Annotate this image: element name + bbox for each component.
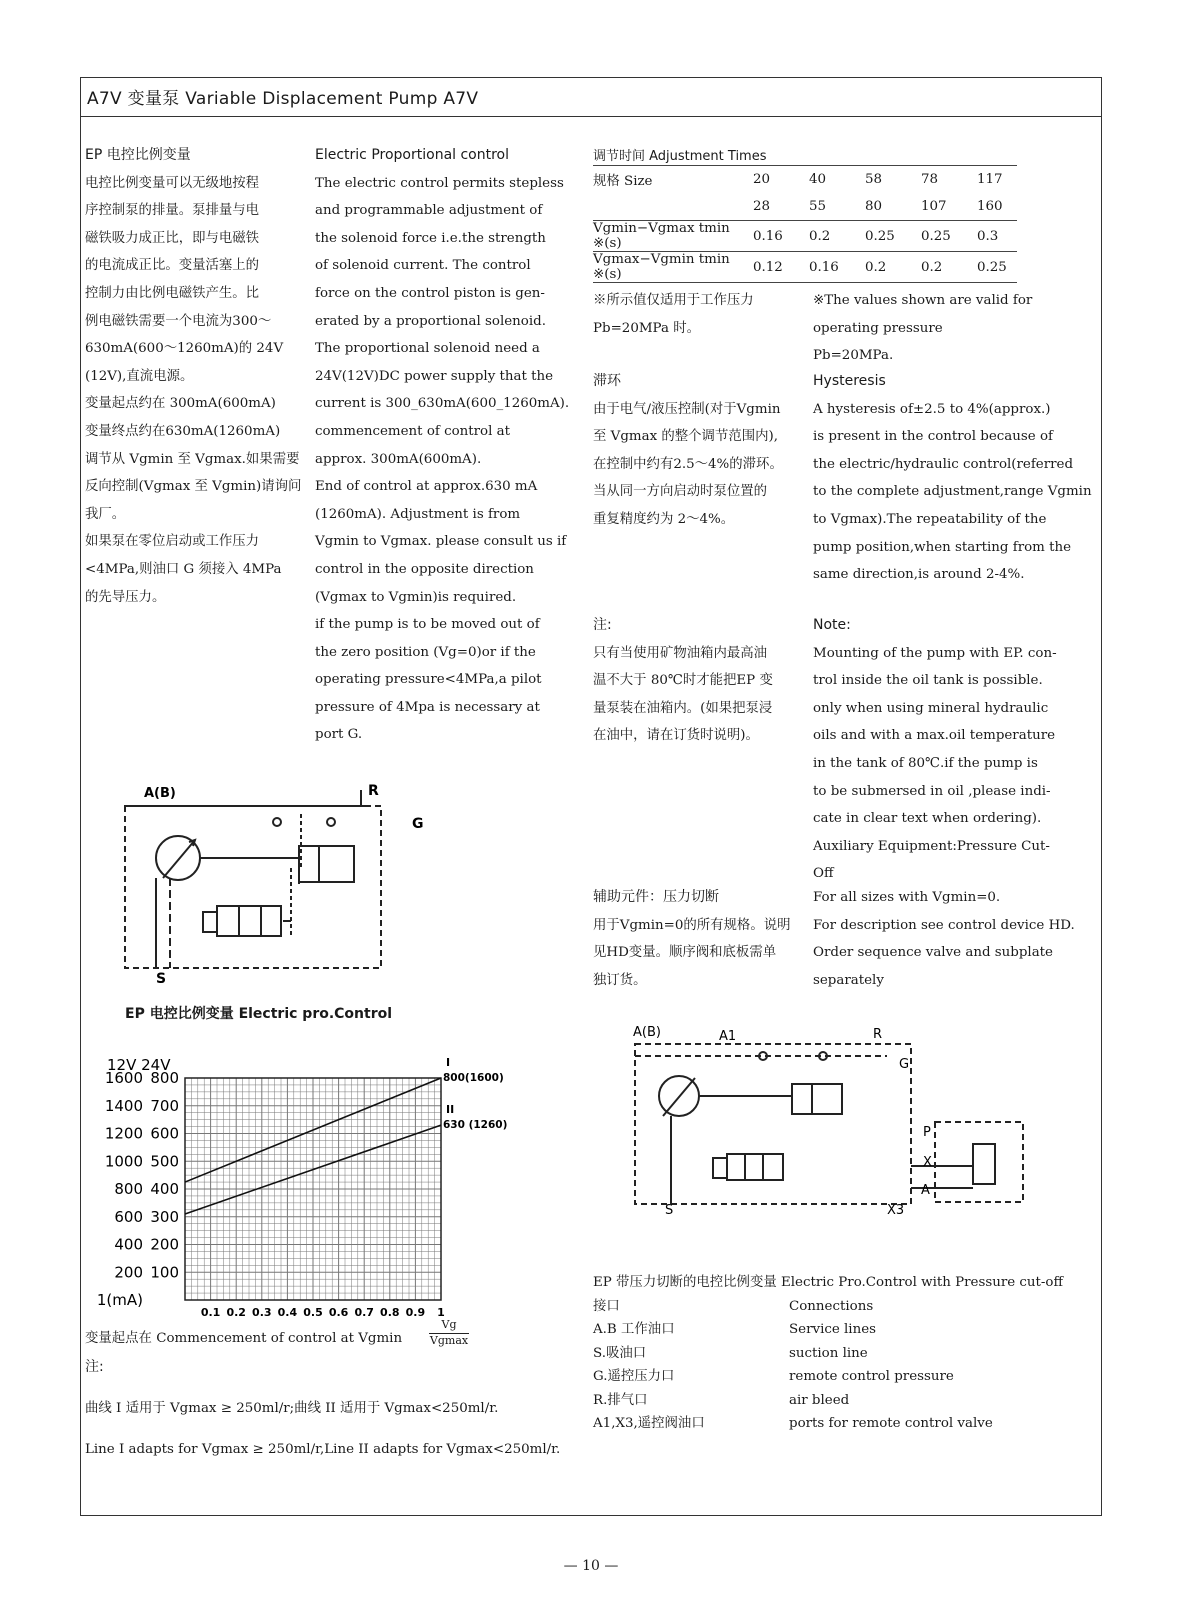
text-line: of solenoid current. The control [315, 258, 531, 274]
hysteresis-cn [593, 368, 783, 534]
x-tick-label: 0.9 [405, 1306, 426, 1319]
chart-y-header: 12V 24V [107, 1056, 171, 1074]
text-line: 见HD变量。顺序阀和底板需单 [593, 945, 777, 961]
connection-desc: Service lines [789, 1322, 877, 1337]
col1-lines [85, 170, 301, 612]
connection-desc: suction line [789, 1345, 868, 1361]
fraction-den: Vgmax [429, 1334, 469, 1347]
y-tick-label-24v: 600 [150, 1124, 179, 1143]
aux-en [813, 884, 1075, 994]
text-line: 电控比例变量可以无级地按程 [85, 175, 260, 191]
adjustment-table-row [593, 166, 1017, 194]
text-line: The electric control permits stepless [315, 175, 564, 191]
text-line: control in the opposite direction [315, 561, 534, 577]
x-tick-label: 0.1 [200, 1306, 221, 1319]
y-tick-label-24v: 700 [150, 1096, 179, 1115]
adjustment-table-cell: Vgmax−Vgmin tmin ※(s) [593, 252, 753, 283]
text-line: to be submersed in oil ,please indi- [813, 783, 1051, 799]
chart-notes [85, 1354, 560, 1477]
y-tick-label-12v: 800 [114, 1180, 143, 1198]
series-name-label: I [446, 1056, 451, 1069]
x-tick-label: 0.3 [252, 1306, 272, 1319]
ep-pressure-cutoff-schematic [617, 1016, 1037, 1216]
text-line: 由于电气/液压控制(对于Vgmin [593, 401, 781, 417]
connection-desc: ports for remote control valve [789, 1416, 993, 1431]
adjustment-table-cell: 40 [809, 172, 827, 187]
x-tick-label: 0.4 [277, 1306, 298, 1319]
adjustment-table-cell: 0.16 [753, 221, 809, 252]
text-line: Line I adapts for Vgmax ≥ 250ml/r,Line II adapts for Vgmax<250ml/r. [85, 1441, 561, 1457]
page-header [81, 78, 1101, 117]
text-line: pump position,when starting from the [813, 539, 1072, 555]
note-valid-cn [593, 287, 754, 342]
text-line: 独订货。 [593, 972, 647, 988]
text-line: 变量终点约在630mA(1260mA) [85, 423, 281, 439]
text-line: to Vgmax).The repeatability of the [813, 511, 1047, 527]
text-line: 控制力由比例电磁铁产生。比 [85, 285, 260, 301]
schematic2-label-a1: A1 [719, 1029, 737, 1044]
text-line: 温不大于 80℃时才能把EP 变 [593, 673, 773, 689]
col2-lines [315, 170, 569, 749]
text-line: 磁铁吸力成正比，即与电磁铁 [85, 230, 260, 246]
y-tick-label-12v: 1000 [104, 1152, 143, 1171]
current-displacement-chart [81, 1040, 541, 1320]
schematic1-label-g: G [412, 816, 424, 832]
x-tick-label: 1 [437, 1306, 445, 1319]
schematic2-label-r: R [873, 1027, 883, 1042]
text-line: 用于Vgmin=0的所有规格。说明 [593, 917, 791, 933]
connection-row [593, 1412, 1063, 1436]
schematic1-label-ab: A(B) [144, 786, 176, 801]
adjustment-table-row [593, 193, 1017, 221]
aux-cn-heading: 辅助元件：压力切断 [593, 889, 719, 905]
text-line: 至 Vgmax 的整个调节范围内), [593, 429, 778, 445]
col1-text [85, 142, 301, 611]
chart-xlabel-fraction [429, 1318, 469, 1347]
y-tick-label-12v: 1400 [104, 1096, 143, 1115]
note-cn-heading: 注: [593, 617, 612, 633]
schematic1-label-r: R [368, 783, 379, 799]
text-line: 序控制泵的排量。泵排量与电 [85, 203, 260, 219]
adjustment-table-cell: 160 [977, 199, 1003, 214]
text-line: Mounting of the pump with EP. con- [813, 645, 1057, 661]
connection-desc: remote control pressure [789, 1369, 954, 1384]
connection-row [593, 1318, 1063, 1342]
text-line: 的电流成正比。变量活塞上的 [85, 258, 260, 274]
text-line: pressure of 4Mpa is necessary at [315, 699, 540, 715]
adjustment-table-cell: 0.12 [753, 252, 809, 283]
connection-desc: air bleed [789, 1392, 850, 1408]
adjustment-table-cell: Vgmin−Vgmax tmin ※(s) [593, 221, 753, 252]
text-line: 调节从 Vgmin 至 Vgmax.如果需要 [85, 451, 300, 467]
text-line: ※The values shown are valid for [813, 293, 1033, 308]
y-tick-label-12v: 1(mA) [96, 1291, 143, 1309]
adjustment-table-cell: 117 [977, 172, 1003, 187]
text-line: Auxiliary Equipment:Pressure Cut- [813, 838, 1050, 854]
text-line: For description see control device HD. [813, 917, 1075, 933]
text-line: the zero position (Vg=0)or if the [315, 644, 536, 660]
text-line: <4MPa,则油口 G 须接入 4MPa [85, 561, 282, 577]
col1-heading: EP 电控比例变量 [85, 147, 191, 163]
y-tick-label-12v: 600 [114, 1207, 143, 1226]
adjustment-table-cell [593, 193, 753, 221]
aux-cn [593, 884, 791, 994]
y-tick-label-24v: 500 [150, 1152, 179, 1171]
adjustment-table-cell: 0.25 [865, 221, 921, 252]
text-line: Pb=20MPa. [813, 348, 894, 364]
connection-port: 接口 [593, 1298, 620, 1314]
text-line: current is 300_630mA(600_1260mA). [315, 396, 570, 412]
text-line: oils and with a max.oil temperature [813, 728, 1056, 744]
text-line: For all sizes with Vgmin=0. [813, 890, 1001, 905]
adjustment-table-cell: 55 [809, 199, 827, 214]
chart-xlabel-text: 变量起点在 Commencement of control at Vgmin [85, 1331, 403, 1346]
text-line: A hysteresis of±2.5 to 4%(approx.) [813, 401, 1051, 417]
x-tick-label: 0.8 [380, 1306, 400, 1319]
schematic2-label-x: X [923, 1155, 932, 1170]
fraction-num: Vg [441, 1318, 457, 1331]
text-line: if the pump is to be moved out of [315, 617, 540, 633]
x-tick-label: 0.7 [354, 1306, 374, 1319]
adjustment-table-cell: 28 [753, 199, 771, 214]
col2-heading: Electric Proportional control [315, 147, 510, 163]
note-valid-en [813, 287, 1032, 370]
schematic2-label-ab: A(B) [633, 1025, 661, 1040]
series-end-label: 630 (1260) [443, 1119, 508, 1132]
text-line: ※所示值仅适用于工作压力 [593, 293, 754, 308]
text-line: (12V),直流电源。 [85, 368, 194, 384]
text-line: erated by a proportional solenoid. [315, 313, 546, 329]
page-frame [80, 77, 1102, 1516]
text-line: only when using mineral hydraulic [813, 700, 1049, 716]
x-tick-label: 0.6 [328, 1306, 349, 1319]
text-line: in the tank of 80℃.if the pump is [813, 755, 1038, 771]
text-line: Off [813, 866, 834, 882]
y-tick-label-12v: 200 [114, 1263, 143, 1282]
y-tick-label-24v: 200 [150, 1235, 179, 1254]
hysteresis-cn-heading: 滞环 [593, 373, 621, 389]
x-tick-label: 0.2 [226, 1306, 246, 1319]
text-line: trol inside the oil tank is possible. [813, 673, 1043, 689]
text-line: 量泵装在油箱内。(如果把泵浸 [593, 700, 773, 716]
adjustment-table-cell: 0.2 [865, 252, 921, 283]
y-tick-label-12v: 1200 [104, 1124, 143, 1143]
schematic2-label-a: A [921, 1183, 930, 1198]
text-line: (Vgmax to Vgmin)is required. [315, 589, 517, 605]
adjustment-table-row [593, 221, 1017, 252]
text-line: 重复精度约为 2～4%。 [593, 511, 735, 527]
adjustment-table-row [593, 252, 1017, 283]
series-end-label: 800(1600) [443, 1072, 504, 1084]
text-line: 630mA(600～1260mA)的 24V [85, 341, 284, 357]
adjustment-table-title: 调节时间 Adjustment Times [593, 143, 1017, 166]
adjustment-table-cell: 0.2 [921, 252, 977, 283]
connections-title-en: Electric Pro.Control with Pressure cut-off [781, 1275, 1064, 1290]
text-line: 例电磁铁需要一个电流为300～ [85, 313, 272, 329]
text-line: commencement of control at [315, 423, 511, 439]
connection-row [593, 1365, 1063, 1389]
text-line: cate in clear text when ordering). [813, 811, 1042, 827]
text-line: 当从同一方向启动时泵位置的 [593, 484, 768, 500]
y-tick-label-24v: 400 [150, 1180, 179, 1198]
text-line: Order sequence valve and subplate [813, 945, 1053, 961]
adjustment-table-cell: 0.25 [977, 252, 1017, 283]
chart-xlabel [85, 1327, 402, 1346]
text-line: approx. 300mA(600mA). [315, 451, 482, 467]
hysteresis-en [813, 368, 1092, 589]
schematic1-label-s: S [156, 971, 167, 987]
page-number: — 10 — [563, 1558, 619, 1574]
schematic2-label-g: G [899, 1057, 910, 1072]
note-cn [593, 612, 773, 750]
text-line: 的先导压力。 [85, 589, 166, 605]
y-tick-label-24v: 100 [150, 1263, 179, 1282]
schematic2-label-p: P [923, 1125, 931, 1140]
text-line: Pb=20MPa 时。 [593, 320, 700, 336]
connection-row [593, 1342, 1063, 1366]
connection-desc: Connections [789, 1298, 874, 1314]
connection-row [593, 1295, 1063, 1319]
adjustment-table-cell: 80 [865, 199, 883, 214]
text-line: same direction,is around 2-4%. [813, 567, 1025, 583]
text-line: 我厂。 [85, 506, 126, 522]
text-line: 如果泵在零位启动或工作压力 [85, 534, 260, 550]
text-line: the electric/hydraulic control(referred [813, 456, 1074, 472]
connections-title-cn: EP 带压力切断的电控比例变量 [593, 1275, 777, 1290]
page-title: A7V 变量泵 Variable Displacement Pump A7V [87, 89, 479, 109]
text-line: 变量起点约在 300mA(600mA) [85, 396, 276, 412]
adjustment-table-cell: 78 [921, 172, 939, 187]
schematic2-label-s: S [665, 1203, 674, 1216]
note-en-heading: Note: [813, 617, 851, 633]
col2-text [315, 142, 569, 749]
text-line: 只有当使用矿物油箱内最高油 [593, 645, 768, 661]
text-line: and programmable adjustment of [315, 203, 543, 219]
adjustment-table-cell: 规格 Size [593, 174, 653, 189]
x-tick-label: 0.5 [303, 1306, 323, 1319]
connection-port: G.遥控压力口 [593, 1369, 675, 1384]
text-line: 在油中，请在订货时说明)。 [593, 728, 759, 744]
text-line: separately [813, 972, 884, 988]
text-line: operating pressure<4MPa,a pilot [315, 672, 542, 688]
y-tick-label-24v: 800 [150, 1069, 179, 1087]
text-line: force on the control piston is gen- [315, 285, 545, 301]
connection-row [593, 1389, 1063, 1413]
y-tick-label-12v: 1600 [104, 1069, 143, 1087]
adjustment-table [593, 143, 1017, 283]
text-line: Vgmin to Vgmax. please consult us if [315, 534, 567, 550]
y-tick-label-24v: 300 [150, 1207, 179, 1226]
hysteresis-en-heading: Hysteresis [813, 373, 886, 389]
schematic1-caption: EP 电控比例变量 Electric pro.Control [125, 1006, 393, 1022]
connection-port: A.B 工作油口 [593, 1322, 675, 1337]
text-line: is present in the control because of [813, 429, 1053, 445]
note-en [813, 612, 1057, 888]
text-line: operating pressure [813, 320, 943, 336]
text-line: port G. [315, 727, 363, 743]
adjustment-table-cell: 0.16 [809, 252, 865, 283]
adjustment-table-cell: 0.2 [809, 221, 865, 252]
text-line: The proportional solenoid need a [315, 341, 540, 357]
adjustment-table-cell: 107 [921, 199, 947, 214]
text-line: 曲线 I 适用于 Vgmax ≥ 250ml/r;曲线 II 适用于 Vgmax<250ml/r. [85, 1400, 499, 1416]
adjustment-table-cell: 58 [865, 172, 883, 187]
text-line: 在控制中约有2.5～4%的滞环。 [593, 456, 783, 472]
text-line: End of control at approx.630 mA [315, 479, 538, 495]
text-line: 24V(12V)DC power supply that the [315, 368, 554, 384]
series-name-label: II [446, 1103, 455, 1117]
text-line: (1260mA). Adjustment is from [315, 506, 521, 522]
connections-block [593, 1271, 1063, 1436]
text-line: 反向控制(Vgmax 至 Vgmin)请询问 [85, 479, 302, 495]
text-line: the solenoid force i.e.the strength [315, 230, 546, 246]
adjustment-table-cell: 0.3 [977, 221, 1017, 252]
chart-notes-heading: 注: [85, 1359, 104, 1375]
connection-port: R.排气口 [593, 1392, 648, 1408]
connection-port: A1,X3,遥控阀油口 [593, 1416, 705, 1431]
y-tick-label-12v: 400 [114, 1235, 143, 1254]
connection-port: S.吸油口 [593, 1345, 647, 1361]
ep-control-schematic [111, 778, 431, 988]
schematic2-label-x3: X3 [887, 1203, 905, 1216]
adjustment-table-cell: 0.25 [921, 221, 977, 252]
text-line: to the complete adjustment,range Vgmin [813, 484, 1092, 500]
adjustment-table-cell: 20 [753, 172, 771, 187]
